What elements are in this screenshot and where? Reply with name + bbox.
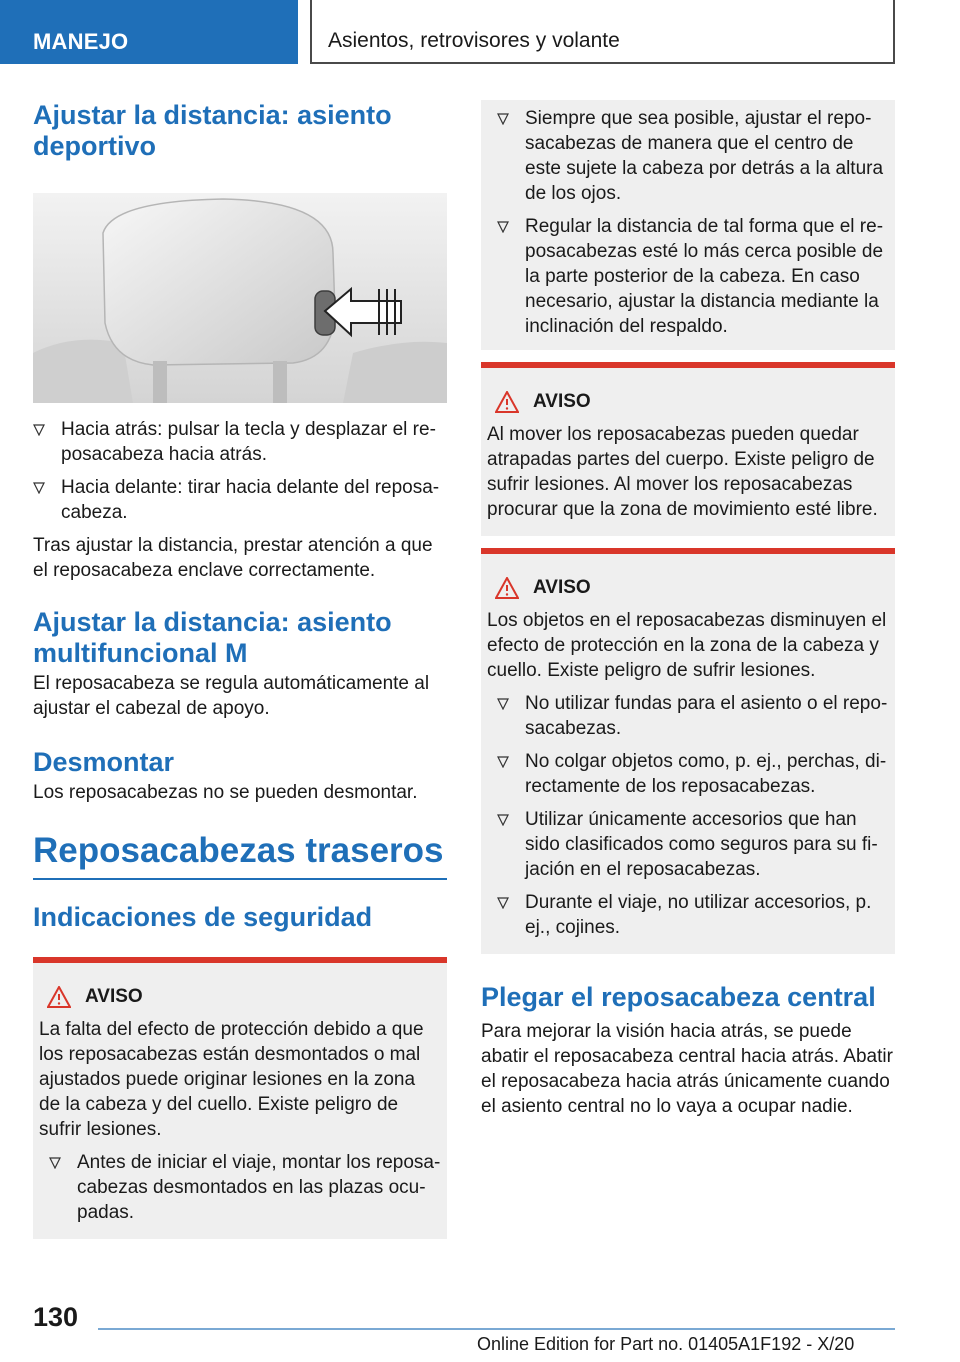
warning-bullet-list — [497, 691, 889, 940]
triangle-bullet-icon — [497, 221, 509, 233]
header-section-label: MANEJO — [33, 29, 129, 54]
multifunction-text: El reposacabeza se regula automáticamente al ajustar el cabezal de apoyo. — [33, 673, 430, 719]
warning-box — [481, 548, 895, 954]
list-item: No utilizar fundas para el asiento o el reposacabezas. — [497, 691, 889, 741]
heading-sport-seat: Ajustar la distancia: asiento deportivo — [33, 100, 392, 161]
list-item: No colgar objetos como, p. ej., perchas, directamente de los reposacabezas. — [497, 749, 889, 799]
heading-remove: Desmontar — [33, 747, 175, 777]
triangle-bullet-icon — [497, 897, 509, 909]
triangle-bullet-icon — [497, 113, 509, 125]
footer-divider — [98, 1328, 895, 1330]
triangle-bullet-icon — [497, 756, 509, 768]
heading-safety-notes: Indicaciones de seguridad — [33, 902, 373, 932]
header-chapter-tab — [310, 0, 895, 64]
headrest-illustration — [33, 193, 447, 403]
heading-rear-headrests: Reposacabezas traseros — [33, 830, 447, 880]
warning-box — [481, 362, 895, 536]
warning-bullet-list — [49, 1150, 441, 1225]
footer-edition: Online Edition for Part no. 01405A1F192 - X/20 — [477, 1334, 855, 1354]
warning-text: Los objetos en el reposacabezas disminuyen el efecto de protección en la zona de la cabeza y cuello. Existe peligro de sufrir lesiones. — [487, 610, 887, 681]
triangle-bullet-icon — [33, 424, 45, 436]
sport-bullet-list — [33, 417, 447, 525]
list-item: Siempre que sea posible, ajustar el reposacabezas de manera que el centro de este sujete la cabeza por detrás a la altura de los ojos. — [497, 106, 889, 206]
triangle-bullet-icon — [33, 482, 45, 494]
headrest-image — [33, 193, 447, 403]
triangle-bullet-icon — [497, 814, 509, 826]
heading-fold-center-headrest: Plegar el reposacabeza central — [481, 982, 876, 1012]
list-item: Antes de iniciar el viaje, montar los reposacabezas desmontados en las plazas ocupadas. — [49, 1150, 441, 1225]
warning-title: AVISO — [533, 391, 591, 412]
left-column — [33, 100, 447, 1239]
warning-triangle-icon — [495, 577, 519, 599]
warning-text: La falta del efecto de protección debido a que los reposacabezas están desmontados o mal ajustados puede originar lesiones en la zona de la cabeza y del cuello. Existe peligro de sufrir lesiones. — [39, 1019, 424, 1140]
warning-title: AVISO — [533, 577, 591, 598]
list-item: Regular la distancia de tal forma que el reposacabezas esté lo más cerca posible de la parte posterior de la cabeza. En caso necesario, ajustar la distancia mediante la inclinación del respaldo. — [497, 214, 889, 339]
warning-triangle-icon — [47, 986, 71, 1008]
list-item: Durante el viaje, no utilizar accesorios, p. ej., cojines. — [497, 890, 889, 940]
warning-box — [33, 957, 447, 1239]
page-number: 130 — [33, 1302, 79, 1332]
triangle-bullet-icon — [497, 698, 509, 710]
warning-triangle-icon — [495, 391, 519, 413]
header-section-tab — [0, 0, 298, 64]
heading-multifunction-seat: Ajustar la distancia: asiento multifuncional M — [33, 607, 392, 668]
warning-title: AVISO — [85, 986, 143, 1007]
list-item: Utilizar únicamente accesorios que han sido clasificados como seguros para su fijación en el reposacabezas. — [497, 807, 889, 882]
remove-text: Los reposacabezas no se pueden desmontar. — [33, 782, 418, 803]
right-column — [481, 100, 895, 1119]
instruction-box — [481, 100, 895, 350]
triangle-bullet-icon — [49, 1157, 61, 1169]
header-chapter-label: Asientos, retrovisores y volante — [328, 29, 620, 52]
fold-text: Para mejorar la visión hacia atrás, se puede abatir el reposacabeza central hacia atrás. Abatir el reposacabeza hacia atrás únicamente cuando el asiento central no lo vaya a ocupar nadie. — [481, 1021, 893, 1117]
sport-note: Tras ajustar la distancia, prestar atención a que el reposacabeza enclave correctamente. — [33, 535, 433, 581]
list-item: Hacia atrás: pulsar la tecla y desplazar el reposacabeza hacia atrás. — [33, 417, 447, 467]
list-item: Hacia delante: tirar hacia delante del reposacabeza. — [33, 475, 447, 525]
warning-text: Al mover los reposacabezas pueden quedar atrapadas partes del cuerpo. Existe peligro de sufrir lesiones. Al mover los reposacabezas procurar que la zona de movimiento esté libre. — [487, 424, 878, 520]
